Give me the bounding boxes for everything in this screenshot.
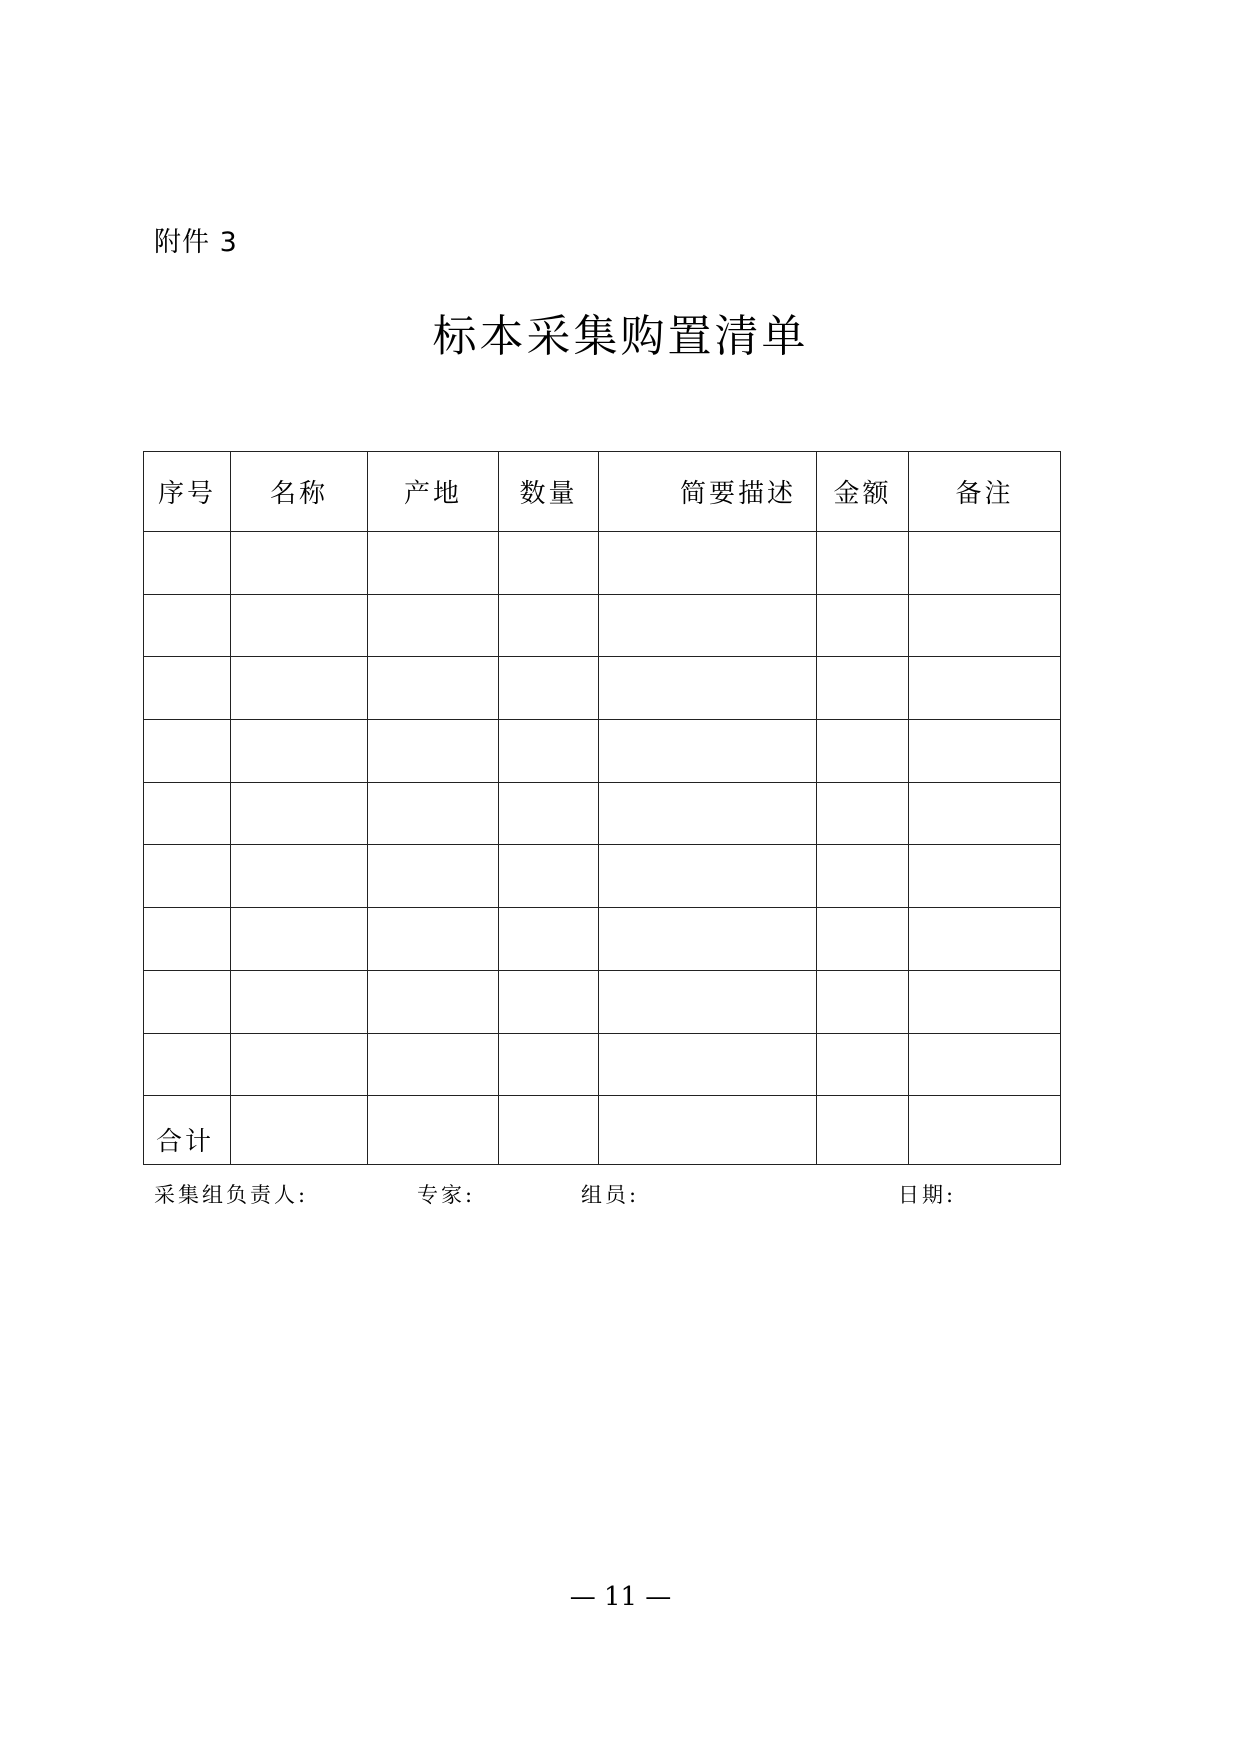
table-cell (231, 532, 368, 595)
table-row (144, 782, 1061, 845)
table-cell (817, 657, 909, 720)
table-cell (144, 720, 231, 783)
table-cell (599, 1096, 817, 1165)
table-cell (144, 657, 231, 720)
header-name: 名称 (231, 452, 368, 532)
header-remarks: 备注 (909, 452, 1061, 532)
table-cell (144, 532, 231, 595)
expert-signature-label: 专家: (417, 1183, 476, 1207)
table-cell (499, 782, 599, 845)
table-cell (368, 845, 499, 908)
total-row (144, 1096, 1061, 1165)
table-cell (368, 594, 499, 657)
table-cell (499, 720, 599, 783)
table-cell (368, 720, 499, 783)
table-cell (368, 1033, 499, 1096)
table-cell (909, 845, 1061, 908)
table-cell (909, 1096, 1061, 1165)
attachment-label: 附件 3 (154, 227, 238, 258)
table-cell (817, 532, 909, 595)
table-cell (599, 720, 817, 783)
table-cell (599, 1033, 817, 1096)
table-cell (499, 1096, 599, 1165)
table-cell (368, 532, 499, 595)
table-cell (909, 1033, 1061, 1096)
page-title: 标本采集购置清单 (432, 311, 809, 362)
table-cell (499, 845, 599, 908)
table-row (144, 1033, 1061, 1096)
table-cell (499, 594, 599, 657)
table-cell (499, 1033, 599, 1096)
table-cell (499, 970, 599, 1033)
table-cell (909, 594, 1061, 657)
table-cell (144, 1033, 231, 1096)
table-cell (231, 970, 368, 1033)
table-cell (599, 908, 817, 971)
table-cell (368, 782, 499, 845)
table-row (144, 720, 1061, 783)
table-cell (231, 1033, 368, 1096)
table-row (144, 908, 1061, 971)
table-row (144, 845, 1061, 908)
leader-signature-label: 采集组负责人: (154, 1183, 309, 1207)
table-cell (499, 657, 599, 720)
table-cell (144, 908, 231, 971)
total-label: 合计 (144, 1096, 231, 1165)
table-cell (817, 594, 909, 657)
table-cell (599, 657, 817, 720)
table-cell (231, 908, 368, 971)
table-row (144, 594, 1061, 657)
table-cell (231, 1096, 368, 1165)
table-cell (599, 970, 817, 1033)
table-cell (231, 845, 368, 908)
table-cell (231, 594, 368, 657)
table-cell (817, 1033, 909, 1096)
table-cell (499, 532, 599, 595)
table-cell (817, 720, 909, 783)
table-cell (368, 657, 499, 720)
table-cell (599, 845, 817, 908)
table-cell (144, 970, 231, 1033)
table-cell (231, 657, 368, 720)
signature-line (0, 1179, 1241, 1209)
table-cell (144, 782, 231, 845)
table-cell (599, 594, 817, 657)
table-cell (817, 1096, 909, 1165)
table-header-row (144, 452, 1061, 532)
table-row (144, 970, 1061, 1033)
table-cell (909, 532, 1061, 595)
page-number: — 11 — (569, 1582, 672, 1612)
table-cell (909, 908, 1061, 971)
member-signature-label: 组员: (581, 1183, 640, 1207)
header-origin: 产地 (368, 452, 499, 532)
table-cell (817, 970, 909, 1033)
header-serial: 序号 (144, 452, 231, 532)
table-row (144, 657, 1061, 720)
table-cell (368, 1096, 499, 1165)
table-cell (144, 594, 231, 657)
header-description: 简要描述 (599, 452, 817, 532)
table-cell (368, 970, 499, 1033)
table-cell (368, 908, 499, 971)
table-cell (909, 782, 1061, 845)
table-cell (817, 908, 909, 971)
table-cell (231, 782, 368, 845)
date-label: 日期: (898, 1183, 957, 1207)
table-cell (909, 657, 1061, 720)
table-cell (817, 845, 909, 908)
table-cell (909, 720, 1061, 783)
table-cell (144, 845, 231, 908)
table-cell (231, 720, 368, 783)
table-cell (599, 532, 817, 595)
table-cell (817, 782, 909, 845)
table-row (144, 532, 1061, 595)
header-amount: 金额 (817, 452, 909, 532)
header-quantity: 数量 (499, 452, 599, 532)
table-cell (909, 970, 1061, 1033)
table-cell (599, 782, 817, 845)
table-cell (499, 908, 599, 971)
purchase-list-table (143, 451, 1061, 1165)
